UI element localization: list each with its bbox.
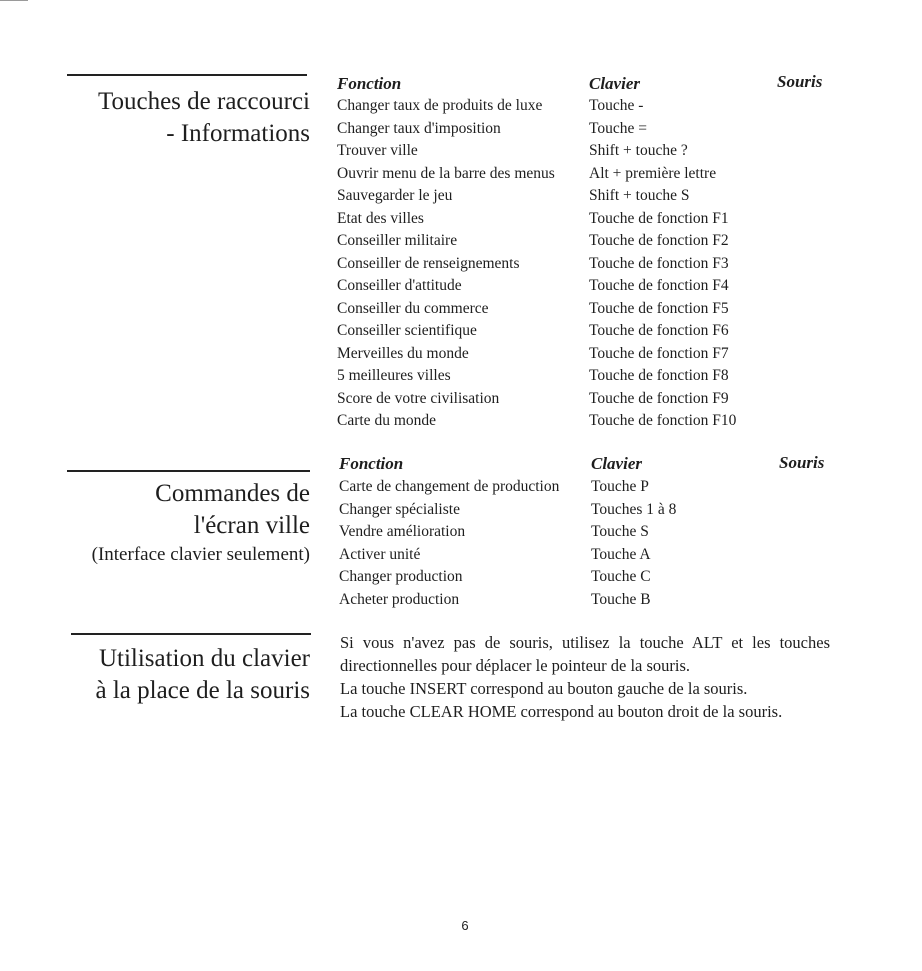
- keyboard-cell: Touche de fonction F4: [589, 277, 729, 294]
- function-cell: Changer taux de produits de luxe: [337, 97, 543, 114]
- column-header-keyboard: Clavier: [589, 74, 640, 93]
- section-title-line-2: l'écran ville: [193, 512, 310, 539]
- function-cell: Vendre amélioration: [339, 523, 466, 540]
- section-title-line-1: Touches de raccourci: [97, 88, 310, 115]
- function-cell: Acheter production: [339, 590, 460, 608]
- function-cell: Sauvegarder le jeu: [337, 187, 453, 204]
- column-header-keyboard: Clavier: [591, 454, 642, 473]
- function-cell: Changer production: [339, 568, 463, 585]
- keyboard-cell: Touche de fonction F9: [589, 389, 729, 407]
- keyboard-cell: Touche de fonction F8: [589, 367, 729, 384]
- function-cell: Changer spécialiste: [339, 500, 460, 518]
- function-cell: Score de votre civilisation: [337, 389, 500, 407]
- keyboard-cell: Touches 1 à 8: [591, 500, 677, 518]
- keyboard-mouse-paragraph: [340, 631, 830, 723]
- function-cell: 5 meilleures villes: [337, 367, 451, 384]
- section-title-line-2: - Informations: [166, 120, 310, 147]
- function-cell: Conseiller militaire: [337, 232, 458, 249]
- keyboard-cell: Shift + touche S: [589, 187, 690, 204]
- column-header-function: Fonction: [337, 74, 402, 93]
- section-title: [96, 643, 311, 707]
- keyboard-cell: Touche de fonction F2: [589, 232, 729, 249]
- keyboard-cell: Touche =: [589, 119, 648, 137]
- keyboard-cell: Touche de fonction F3: [589, 254, 729, 272]
- function-cell: Conseiller du commerce: [337, 299, 489, 317]
- keyboard-cell: Touche C: [591, 568, 651, 585]
- function-cell: Etat des villes: [337, 209, 424, 227]
- column-header-mouse: Souris: [779, 453, 825, 472]
- function-cell: Activer unité: [339, 545, 421, 563]
- keyboard-cell: Touche de fonction F1: [589, 209, 729, 227]
- keyboard-cell: Shift + touche ?: [589, 142, 688, 159]
- section-subtitle: (Interface clavier seulement): [91, 544, 310, 565]
- column-header-function: Fonction: [339, 454, 404, 473]
- paragraph-line: Si vous n'avez pas de souris, utilisez la touche ALT et les touches: [340, 633, 830, 652]
- keyboard-cell: Touche A: [591, 545, 651, 563]
- section-title-line-2: à la place de la souris: [95, 677, 310, 704]
- paragraph-line: directionnelles pour déplacer le pointeur de la souris.: [340, 656, 691, 675]
- keyboard-cell: Touche P: [591, 478, 649, 495]
- paragraph-line: La touche CLEAR HOME correspond au bouton droit de la souris.: [340, 702, 783, 721]
- keyboard-cell: Touche de fonction F6: [589, 322, 729, 339]
- section-title-line-1: Utilisation du clavier: [98, 645, 310, 672]
- function-cell: Carte du monde: [337, 412, 437, 429]
- keyboard-cell: Touche B: [591, 590, 651, 608]
- keyboard-cell: Touche de fonction F10: [589, 412, 737, 429]
- keyboard-cell: Touche S: [591, 523, 649, 540]
- function-cell: Conseiller d'attitude: [337, 277, 462, 294]
- keyboard-cell: Touche de fonction F5: [589, 299, 729, 317]
- function-cell: Conseiller scientifique: [337, 322, 477, 339]
- page-number: 6: [461, 918, 469, 933]
- keyboard-cell: Touche -: [589, 97, 644, 114]
- keyboard-cell: Touche de fonction F7: [589, 344, 729, 362]
- section-title-line-1: Commandes de: [155, 480, 310, 507]
- section-divider-rule: [71, 633, 311, 635]
- keyboard-cell: Alt + première lettre: [589, 164, 717, 182]
- function-cell: Trouver ville: [337, 142, 418, 159]
- column-header-mouse: Souris: [777, 72, 823, 91]
- function-cell: Changer taux d'imposition: [337, 119, 501, 137]
- function-cell: Ouvrir menu de la barre des menus: [337, 164, 555, 182]
- function-cell: Carte de changement de production: [339, 478, 560, 495]
- function-cell: Merveilles du monde: [337, 344, 469, 362]
- paragraph-line: La touche INSERT correspond au bouton gauche de la souris.: [340, 679, 748, 698]
- function-cell: Conseiller de renseignements: [337, 254, 520, 272]
